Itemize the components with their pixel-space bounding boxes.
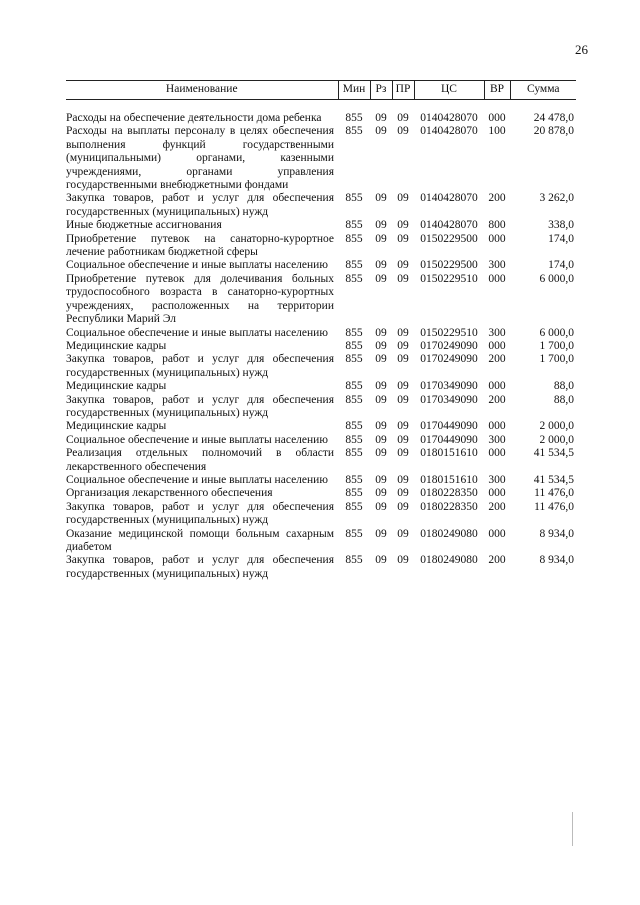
- cell-sum: 174,0: [548, 232, 574, 245]
- cell-pr: 09: [397, 232, 409, 245]
- column-header-sum: Сумма: [510, 81, 576, 100]
- table-row: [66, 340, 576, 353]
- cell-min: 855: [345, 219, 363, 232]
- cell-pr: 09: [397, 380, 409, 393]
- cell-min: 855: [345, 326, 363, 339]
- cell-cs: 0170449090: [420, 420, 478, 433]
- cell-min: 855: [345, 527, 363, 540]
- cell-rz: 09: [375, 112, 387, 124]
- cell-cs: 0150229500: [420, 232, 478, 245]
- cell-min: 855: [345, 125, 363, 138]
- cell-min: 855: [345, 339, 363, 352]
- cell-vr: 100: [488, 125, 506, 138]
- cell-cs: 0170449090: [420, 433, 478, 446]
- cell-rz: 09: [375, 326, 387, 339]
- cell-cs: 0180249080: [420, 527, 478, 540]
- cell-min: 855: [345, 259, 363, 272]
- table-body: [66, 112, 576, 581]
- cell-name: Приобретение путевок для долечивания больных трудоспособного возраста в санаторно-курортных учреждениях, расположенных на территории Республики Марий Эл: [66, 272, 334, 326]
- cell-vr: 000: [488, 112, 506, 124]
- cell-sum: 20 878,0: [533, 125, 574, 138]
- budget-table: [66, 80, 576, 581]
- cell-vr: 000: [488, 380, 506, 393]
- cell-vr: 000: [488, 272, 506, 285]
- cell-pr: 09: [397, 554, 409, 567]
- cell-vr: 200: [488, 192, 506, 205]
- cell-sum: 88,0: [553, 393, 574, 406]
- cell-sum: 3 262,0: [539, 192, 574, 205]
- cell-vr: 300: [488, 433, 506, 446]
- cell-sum: 11 476,0: [534, 487, 574, 500]
- cell-cs: 0140428070: [420, 219, 478, 232]
- cell-pr: 09: [397, 447, 409, 460]
- cell-rz: 09: [375, 487, 387, 500]
- cell-min: 855: [345, 447, 363, 460]
- cell-cs: 0180151610: [420, 473, 478, 486]
- cell-sum: 2 000,0: [539, 420, 574, 433]
- cell-cs: 0180228350: [420, 500, 478, 513]
- cell-sum: 1 700,0: [539, 353, 574, 366]
- cell-rz: 09: [375, 219, 387, 232]
- scan-mark: [572, 812, 573, 846]
- cell-sum: 88,0: [553, 380, 574, 393]
- cell-pr: 09: [397, 219, 409, 232]
- cell-cs: 0180228350: [420, 487, 478, 500]
- cell-sum: 8 934,0: [539, 554, 574, 567]
- table-row: [66, 327, 576, 340]
- cell-rz: 09: [375, 447, 387, 460]
- cell-sum: 174,0: [548, 259, 574, 272]
- cell-min: 855: [345, 500, 363, 513]
- cell-cs: 0170349090: [420, 393, 478, 406]
- cell-vr: 000: [488, 339, 506, 352]
- cell-name: Расходы на обеспечение деятельности дома ребенка: [66, 112, 322, 124]
- cell-name: Социальное обеспечение и иные выплаты населению: [66, 433, 328, 446]
- table-row: [66, 233, 576, 260]
- table-row: [66, 487, 576, 500]
- cell-cs: 0180151610: [420, 447, 478, 460]
- table-row: [66, 554, 576, 581]
- cell-name: Закупка товаров, работ и услуг для обеспечения государственных (муниципальных) нужд: [66, 353, 334, 379]
- table-row: [66, 434, 576, 447]
- cell-vr: 200: [488, 554, 506, 567]
- cell-rz: 09: [375, 232, 387, 245]
- cell-rz: 09: [375, 554, 387, 567]
- cell-pr: 09: [397, 259, 409, 272]
- cell-pr: 09: [397, 326, 409, 339]
- column-header-vr: ВР: [484, 81, 510, 100]
- cell-sum: 6 000,0: [539, 326, 574, 339]
- cell-name: Социальное обеспечение и иные выплаты населению: [66, 326, 328, 339]
- cell-rz: 09: [375, 473, 387, 486]
- cell-min: 855: [345, 192, 363, 205]
- cell-min: 855: [345, 112, 363, 124]
- cell-pr: 09: [397, 112, 409, 124]
- cell-pr: 09: [397, 339, 409, 352]
- cell-rz: 09: [375, 433, 387, 446]
- cell-vr: 000: [488, 487, 506, 500]
- cell-min: 855: [345, 232, 363, 245]
- cell-rz: 09: [375, 380, 387, 393]
- cell-rz: 09: [375, 393, 387, 406]
- column-header-rz: Рз: [370, 81, 392, 100]
- header-spacer: [66, 100, 576, 113]
- table-row: [66, 353, 576, 380]
- cell-cs: 0140428070: [420, 112, 478, 124]
- cell-min: 855: [345, 487, 363, 500]
- cell-cs: 0140428070: [420, 125, 478, 138]
- table-row: [66, 219, 576, 232]
- table-row: [66, 501, 576, 528]
- cell-rz: 09: [375, 272, 387, 285]
- cell-name: Приобретение путевок на санаторно-курортное лечение работникам бюджетной сферы: [66, 232, 334, 259]
- cell-cs: 0180249080: [420, 554, 478, 567]
- cell-pr: 09: [397, 420, 409, 433]
- cell-name: Иные бюджетные ассигнования: [66, 219, 222, 232]
- cell-name: Организация лекарственного обеспечения: [66, 487, 273, 500]
- cell-pr: 09: [397, 433, 409, 446]
- table-row: [66, 125, 576, 192]
- table-row: [66, 259, 576, 272]
- cell-min: 855: [345, 380, 363, 393]
- cell-pr: 09: [397, 527, 409, 540]
- cell-pr: 09: [397, 487, 409, 500]
- cell-pr: 09: [397, 125, 409, 138]
- table-header: [66, 81, 576, 113]
- cell-name: Медицинские кадры: [66, 420, 167, 433]
- cell-vr: 200: [488, 393, 506, 406]
- cell-pr: 09: [397, 500, 409, 513]
- column-header-pr: ПР: [392, 81, 414, 100]
- cell-min: 855: [345, 554, 363, 567]
- cell-cs: 0170249090: [420, 339, 478, 352]
- cell-sum: 11 476,0: [534, 500, 574, 513]
- table-row: [66, 474, 576, 487]
- table-row: [66, 447, 576, 474]
- column-header-min: Мин: [338, 81, 370, 100]
- cell-rz: 09: [375, 527, 387, 540]
- cell-sum: 1 700,0: [539, 339, 574, 352]
- cell-rz: 09: [375, 125, 387, 138]
- cell-cs: 0170249090: [420, 353, 478, 366]
- cell-vr: 300: [488, 326, 506, 339]
- cell-name: Медицинские кадры: [66, 339, 167, 352]
- cell-cs: 0150229510: [420, 326, 478, 339]
- cell-vr: 300: [488, 473, 506, 486]
- cell-name: Социальное обеспечение и иные выплаты населению: [66, 259, 328, 272]
- cell-name: Реализация отдельных полномочий в области лекарственного обеспечения: [66, 447, 334, 473]
- cell-sum: 2 000,0: [539, 433, 574, 446]
- cell-name: Медицинские кадры: [66, 380, 167, 393]
- cell-name: Закупка товаров, работ и услуг для обеспечения государственных (муниципальных) нужд: [66, 500, 334, 527]
- cell-rz: 09: [375, 420, 387, 433]
- table-row: [66, 273, 576, 327]
- cell-sum: 338,0: [548, 219, 574, 232]
- cell-min: 855: [345, 393, 363, 406]
- cell-vr: 000: [488, 232, 506, 245]
- cell-vr: 200: [488, 500, 506, 513]
- cell-min: 855: [345, 420, 363, 433]
- cell-cs: 0150229500: [420, 259, 478, 272]
- cell-name: Расходы на выплаты персоналу в целях обеспечения выполнения функций государственными (муниципальными) органами, казенными учреждениями, органами управления государственными внебюджетными фондами: [66, 125, 334, 192]
- cell-min: 855: [345, 433, 363, 446]
- table-row: [66, 394, 576, 421]
- cell-vr: 300: [488, 259, 506, 272]
- cell-rz: 09: [375, 353, 387, 366]
- table-row: [66, 380, 576, 393]
- cell-pr: 09: [397, 272, 409, 285]
- cell-rz: 09: [375, 192, 387, 205]
- cell-sum: 6 000,0: [539, 272, 574, 285]
- cell-name: Закупка товаров, работ и услуг для обеспечения государственных (муниципальных) нужд: [66, 554, 334, 580]
- cell-vr: 000: [488, 447, 506, 460]
- cell-cs: 0170349090: [420, 380, 478, 393]
- cell-sum: 8 934,0: [539, 527, 574, 540]
- cell-name: Социальное обеспечение и иные выплаты населению: [66, 473, 328, 486]
- cell-vr: 000: [488, 420, 506, 433]
- table-row: [66, 112, 576, 125]
- column-header-name: Наименование: [66, 81, 338, 100]
- table-row: [66, 528, 576, 555]
- cell-min: 855: [345, 272, 363, 285]
- table-row: [66, 192, 576, 219]
- cell-vr: 000: [488, 527, 506, 540]
- cell-cs: 0150229510: [420, 272, 478, 285]
- cell-pr: 09: [397, 353, 409, 366]
- cell-sum: 41 534,5: [533, 473, 574, 486]
- cell-pr: 09: [397, 393, 409, 406]
- table-row: [66, 420, 576, 433]
- cell-name: Оказание медицинской помощи больным сахарным диабетом: [66, 527, 334, 553]
- cell-min: 855: [345, 473, 363, 486]
- cell-vr: 800: [488, 219, 506, 232]
- column-header-cs: ЦС: [414, 81, 484, 100]
- cell-name: Закупка товаров, работ и услуг для обеспечения государственных (муниципальных) нужд: [66, 393, 334, 419]
- cell-pr: 09: [397, 192, 409, 205]
- cell-rz: 09: [375, 259, 387, 272]
- cell-min: 855: [345, 353, 363, 366]
- cell-name: Закупка товаров, работ и услуг для обеспечения государственных (муниципальных) нужд: [66, 192, 334, 218]
- cell-sum: 24 478,0: [533, 112, 574, 124]
- cell-rz: 09: [375, 339, 387, 352]
- cell-rz: 09: [375, 500, 387, 513]
- cell-sum: 41 534,5: [533, 447, 574, 460]
- cell-vr: 200: [488, 353, 506, 366]
- cell-pr: 09: [397, 473, 409, 486]
- cell-cs: 0140428070: [420, 192, 478, 205]
- page-number: 26: [575, 42, 588, 57]
